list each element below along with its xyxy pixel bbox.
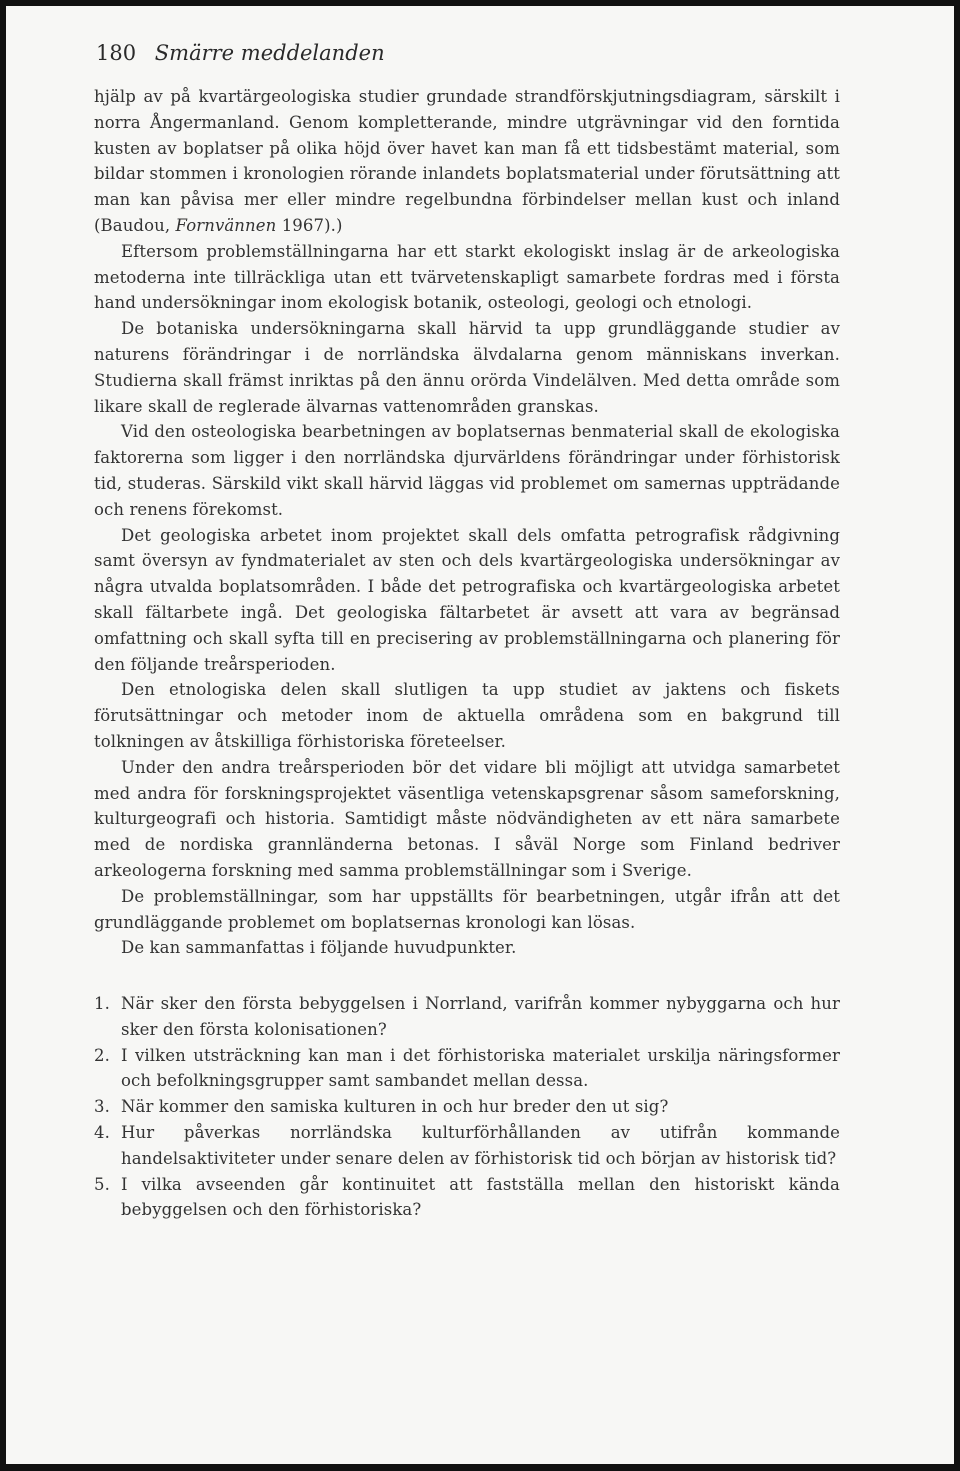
list-item-text: När kommer den samiska kulturen in och hur breder den ut sig? [121, 1097, 669, 1117]
paragraph: De kan sammanfattas i följande huvudpunkter. [121, 938, 517, 958]
list-item [94, 1120, 840, 1172]
paragraph: De botaniska undersökningarna skall härvid ta upp grundläggande studier av naturens förändringar i de norrländska älvdalarna genom människans inverkan. Studierna skall främst inriktas på den ännu orörda Vindelälven. Med detta område som likare skall de reglerade älvarnas vattenområden granskas. [94, 319, 840, 416]
list-item-text: Hur påverkas norrländska kulturförhållanden av utifrån kommande handelsaktiviteter under senare delen av förhistorisk tid och början av historisk tid? [121, 1123, 840, 1168]
list-item-text: I vilka avseenden går kontinuitet att fastställa mellan den historiskt kända bebyggelsen och den förhistoriska? [121, 1174, 840, 1220]
list-item-number: 1. [94, 994, 110, 1014]
list-item [94, 1043, 840, 1095]
paragraph: Det geologiska arbetet inom projektet skall dels omfatta petrografisk rådgivning samt översyn av fyndmaterialet av sten och dels kvartärgeologiska undersökningar av några utvalda boplatsområden. I både det petrografiska och kvartärgeologiska arbetet skall fältarbete ingå. Det geologiska fältarbetet är avsett att vara av begränsad omfattning och skall syfta till en precisering av problemställningarna och planering för den följande treårsperioden. [94, 525, 840, 674]
running-title: Smärre meddelanden [154, 41, 385, 65]
numbered-list [94, 991, 840, 1223]
paragraph: Vid den osteologiska bearbetningen av boplatsernas benmaterial skall de ekologiska faktorerna som ligger i den norrländska djurvärldens förändringar under förhistorisk tid, studeras. Särskild vikt skall härvid läggas vid problemet om samernas uppträdande och renens förekomst. [94, 422, 840, 519]
page-number: 180 [96, 41, 137, 65]
list-item [94, 1094, 840, 1120]
document-page [6, 6, 954, 1464]
paragraph: Eftersom problemställningarna har ett starkt ekologiskt inslag är de arkeologiska metoderna inte tillräckliga utan ett tvärvetenskapligt samarbete fordras med i första hand undersökningar inom ekologisk botanik, osteologi, geologi och etnologi. [94, 241, 840, 313]
list-item [94, 1172, 840, 1224]
paragraph: De problemställningar, som har uppställts för bearbetningen, utgår ifrån att det grundläggande problemet om boplatsernas kronologi kan lösas. [94, 886, 840, 932]
list-item-number: 5. [94, 1174, 110, 1194]
page-header [96, 41, 385, 65]
list-item-number: 2. [94, 1045, 110, 1065]
paragraph-text: hjälp av på kvartärgeologiska studier grundade strandförskjutningsdiagram, särskilt i norra Ångermanland. Genom kompletterande, mindre utgrävningar vid den forntida kusten av boplatser på olika höjd över havet kan man få ett tidsbestämt material, som bildar stommen i kronologien rörande inlandets boplatsmaterial under förutsättning att man kan påvisa mer eller mindre regelbundna förbindelser mellan kust och inland (Baudou, [94, 87, 840, 235]
list-item-number: 4. [94, 1123, 110, 1143]
list-item-text: I vilken utsträckning kan man i det förhistoriska materialet urskilja näringsformer och befolkningsgrupper samt sambandet mellan dessa. [121, 1045, 840, 1091]
body-text [94, 84, 840, 1223]
paragraph-text: 1967).) [276, 215, 343, 235]
paragraph: Den etnologiska delen skall slutligen ta upp studiet av jaktens och fiskets förutsättningar och metoder inom de aktuella områdena som en bakgrund till tolkningen av åtskilliga förhistoriska företeelser. [94, 680, 840, 751]
list-item-number: 3. [94, 1097, 110, 1117]
paragraph: Under den andra treårsperioden bör det vidare bli möjligt att utvidga samarbetet med andra för forskningsprojektet väsentliga vetenskapsgrenar såsom sameforskning, kulturgeografi och historia. Samtidigt måste nödvändigheten av ett nära samarbete med de nordiska grannländerna betonas. I såväl Norge som Finland bedriver arkeologerna forskning med samma problemställningar som i Sverige. [94, 757, 840, 880]
paragraph-continued [94, 84, 840, 239]
list-item [94, 991, 840, 1043]
list-item-text: När sker den första bebyggelsen i Norrland, varifrån kommer nybyggarna och hur sker den första kolonisationen? [121, 994, 840, 1039]
journal-title: Fornvännen [175, 215, 277, 235]
